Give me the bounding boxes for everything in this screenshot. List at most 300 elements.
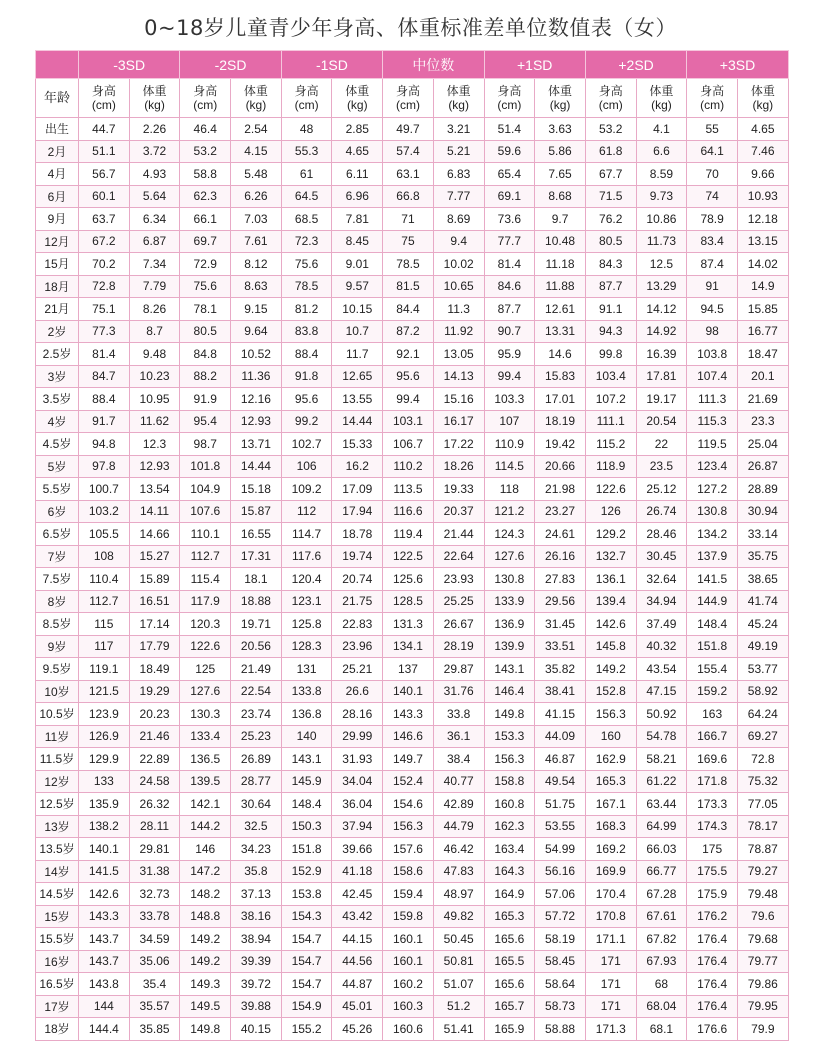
standard-deviation-table xyxy=(35,50,789,1041)
weight-cell: 67.93 xyxy=(636,950,687,973)
weight-cell: 8.69 xyxy=(433,208,484,231)
column-header-label: 身高 xyxy=(294,84,319,98)
weight-cell: 42.89 xyxy=(433,793,484,816)
height-cell: 110.2 xyxy=(383,455,434,478)
height-cell: 103.1 xyxy=(383,410,434,433)
column-header-unit: (cm) xyxy=(294,98,319,112)
height-cell: 95.4 xyxy=(180,410,231,433)
weight-cell: 7.77 xyxy=(433,185,484,208)
height-cell: 66.1 xyxy=(180,208,231,231)
column-header-unit: (kg) xyxy=(448,98,469,112)
age-cell: 15.5岁 xyxy=(36,928,79,951)
height-cell: 88.4 xyxy=(79,388,130,411)
weight-cell: 35.06 xyxy=(129,950,180,973)
height-cell: 117 xyxy=(79,635,130,658)
height-cell: 163 xyxy=(687,703,738,726)
height-cell: 141.5 xyxy=(687,568,738,591)
height-cell: 132.7 xyxy=(585,545,636,568)
weight-cell: 38.65 xyxy=(737,568,788,591)
weight-cell: 46.87 xyxy=(535,748,586,771)
weight-cell: 19.33 xyxy=(433,478,484,501)
weight-cell: 57.06 xyxy=(535,883,586,906)
height-cell: 56.7 xyxy=(79,163,130,186)
age-cell: 4月 xyxy=(36,163,79,186)
weight-cell: 47.83 xyxy=(433,860,484,883)
height-cell: 146 xyxy=(180,838,231,861)
height-cell: 119.4 xyxy=(383,523,434,546)
weight-cell: 8.59 xyxy=(636,163,687,186)
weight-cell: 43.42 xyxy=(332,905,383,928)
weight-cell: 40.77 xyxy=(433,770,484,793)
height-cell: 75.1 xyxy=(79,298,130,321)
weight-cell: 29.99 xyxy=(332,725,383,748)
weight-cell: 45.01 xyxy=(332,995,383,1018)
table-row xyxy=(36,500,789,523)
height-cell: 165.3 xyxy=(484,905,535,928)
height-cell: 81.4 xyxy=(484,253,535,276)
weight-cell: 66.03 xyxy=(636,838,687,861)
weight-cell: 13.54 xyxy=(129,478,180,501)
height-cell: 67.7 xyxy=(585,163,636,186)
height-cell: 53.2 xyxy=(585,118,636,141)
weight-cell: 11.62 xyxy=(129,410,180,433)
age-cell: 18岁 xyxy=(36,1018,79,1041)
height-cell: 122.5 xyxy=(383,545,434,568)
weight-cell: 10.02 xyxy=(433,253,484,276)
weight-cell: 18.47 xyxy=(737,343,788,366)
height-cell: 144 xyxy=(79,995,130,1018)
weight-cell: 17.09 xyxy=(332,478,383,501)
table-row xyxy=(36,950,789,973)
weight-cell: 20.74 xyxy=(332,568,383,591)
weight-cell: 39.66 xyxy=(332,838,383,861)
height-cell: 84.3 xyxy=(585,253,636,276)
weight-cell: 15.33 xyxy=(332,433,383,456)
age-cell: 14岁 xyxy=(36,860,79,883)
height-cell: 78.5 xyxy=(383,253,434,276)
weight-cell: 6.83 xyxy=(433,163,484,186)
height-cell: 160.1 xyxy=(383,928,434,951)
height-cell: 102.7 xyxy=(281,433,332,456)
height-cell: 176.4 xyxy=(687,928,738,951)
weight-cell: 18.88 xyxy=(231,590,282,613)
height-cell: 136.9 xyxy=(484,613,535,636)
weight-cell: 10.15 xyxy=(332,298,383,321)
weight-cell: 19.42 xyxy=(535,433,586,456)
weight-cell: 9.48 xyxy=(129,343,180,366)
weight-cell: 35.57 xyxy=(129,995,180,1018)
weight-cell: 9.66 xyxy=(737,163,788,186)
weight-cell: 5.64 xyxy=(129,185,180,208)
weight-cell: 51.75 xyxy=(535,793,586,816)
weight-cell: 13.71 xyxy=(231,433,282,456)
age-cell: 9.5岁 xyxy=(36,658,79,681)
weight-cell: 9.4 xyxy=(433,230,484,253)
height-cell: 119.1 xyxy=(79,658,130,681)
height-cell: 81.4 xyxy=(79,343,130,366)
weight-cell: 6.6 xyxy=(636,140,687,163)
weight-cell: 20.56 xyxy=(231,635,282,658)
age-cell: 7.5岁 xyxy=(36,568,79,591)
table-row xyxy=(36,770,789,793)
weight-cell: 13.05 xyxy=(433,343,484,366)
weight-cell: 15.16 xyxy=(433,388,484,411)
age-column-header: 年龄 xyxy=(36,79,79,118)
height-cell: 107 xyxy=(484,410,535,433)
height-cell: 92.1 xyxy=(383,343,434,366)
height-cell: 133.9 xyxy=(484,590,535,613)
height-cell: 138.2 xyxy=(79,815,130,838)
weight-cell: 50.45 xyxy=(433,928,484,951)
height-cell: 121.5 xyxy=(79,680,130,703)
height-cell: 140 xyxy=(281,725,332,748)
sd-group-header: -1SD xyxy=(281,51,382,79)
weight-cell: 11.73 xyxy=(636,230,687,253)
table-row xyxy=(36,883,789,906)
weight-cell: 17.81 xyxy=(636,365,687,388)
height-cell: 103.8 xyxy=(687,343,738,366)
height-cell: 115.2 xyxy=(585,433,636,456)
weight-cell: 54.99 xyxy=(535,838,586,861)
weight-column-header xyxy=(535,79,586,118)
weight-cell: 51.41 xyxy=(433,1018,484,1041)
sd-group-header: 中位数 xyxy=(383,51,484,79)
height-cell: 118 xyxy=(484,478,535,501)
height-cell: 142.1 xyxy=(180,793,231,816)
column-header-label: 身高 xyxy=(497,84,522,98)
weight-cell: 41.15 xyxy=(535,703,586,726)
height-cell: 72.8 xyxy=(79,275,130,298)
table-body xyxy=(36,118,789,1041)
weight-cell: 28.19 xyxy=(433,635,484,658)
weight-cell: 21.46 xyxy=(129,725,180,748)
height-cell: 128.3 xyxy=(281,635,332,658)
height-cell: 171 xyxy=(585,950,636,973)
weight-cell: 21.44 xyxy=(433,523,484,546)
age-cell: 3岁 xyxy=(36,365,79,388)
weight-cell: 17.22 xyxy=(433,433,484,456)
weight-cell: 9.7 xyxy=(535,208,586,231)
height-cell: 116.6 xyxy=(383,500,434,523)
weight-cell: 28.77 xyxy=(231,770,282,793)
height-cell: 76.2 xyxy=(585,208,636,231)
height-cell: 137.9 xyxy=(687,545,738,568)
table-row xyxy=(36,320,789,343)
height-cell: 143.7 xyxy=(79,950,130,973)
height-cell: 44.7 xyxy=(79,118,130,141)
height-cell: 148.2 xyxy=(180,883,231,906)
weight-column-header xyxy=(737,79,788,118)
height-cell: 94.3 xyxy=(585,320,636,343)
height-cell: 145.8 xyxy=(585,635,636,658)
weight-cell: 61.22 xyxy=(636,770,687,793)
height-cell: 115.3 xyxy=(687,410,738,433)
column-header-unit: (kg) xyxy=(752,98,774,112)
weight-cell: 67.82 xyxy=(636,928,687,951)
height-cell: 130.8 xyxy=(687,500,738,523)
height-cell: 146.4 xyxy=(484,680,535,703)
height-cell: 100.7 xyxy=(79,478,130,501)
height-cell: 149.2 xyxy=(180,950,231,973)
age-cell: 12岁 xyxy=(36,770,79,793)
height-cell: 148.4 xyxy=(687,613,738,636)
weight-cell: 44.09 xyxy=(535,725,586,748)
column-header-unit: (kg) xyxy=(651,98,672,112)
height-cell: 158.6 xyxy=(383,860,434,883)
weight-cell: 31.93 xyxy=(332,748,383,771)
weight-cell: 68 xyxy=(636,973,687,996)
weight-cell: 7.03 xyxy=(231,208,282,231)
height-cell: 148.4 xyxy=(281,793,332,816)
height-cell: 169.6 xyxy=(687,748,738,771)
weight-cell: 10.52 xyxy=(231,343,282,366)
height-cell: 133.4 xyxy=(180,725,231,748)
column-header-label: 体重 xyxy=(142,84,167,98)
weight-cell: 13.15 xyxy=(737,230,788,253)
age-cell: 2月 xyxy=(36,140,79,163)
table-row xyxy=(36,118,789,141)
height-cell: 171 xyxy=(585,995,636,1018)
weight-cell: 35.4 xyxy=(129,973,180,996)
weight-cell: 23.27 xyxy=(535,500,586,523)
height-cell: 94.5 xyxy=(687,298,738,321)
height-cell: 144.9 xyxy=(687,590,738,613)
weight-cell: 26.16 xyxy=(535,545,586,568)
table-row xyxy=(36,860,789,883)
weight-cell: 46.42 xyxy=(433,838,484,861)
weight-cell: 21.75 xyxy=(332,590,383,613)
height-cell: 176.4 xyxy=(687,973,738,996)
weight-cell: 6.96 xyxy=(332,185,383,208)
weight-cell: 4.65 xyxy=(332,140,383,163)
height-cell: 77.7 xyxy=(484,230,535,253)
height-cell: 139.4 xyxy=(585,590,636,613)
height-cell: 173.3 xyxy=(687,793,738,816)
height-cell: 108 xyxy=(79,545,130,568)
weight-cell: 79.9 xyxy=(737,1018,788,1041)
sd-group-header: +3SD xyxy=(687,51,788,79)
height-cell: 159.8 xyxy=(383,905,434,928)
weight-cell: 29.81 xyxy=(129,838,180,861)
weight-cell: 35.75 xyxy=(737,545,788,568)
weight-cell: 26.87 xyxy=(737,455,788,478)
height-cell: 103.4 xyxy=(585,365,636,388)
height-cell: 156.3 xyxy=(383,815,434,838)
height-cell: 91.9 xyxy=(180,388,231,411)
height-cell: 124.3 xyxy=(484,523,535,546)
height-cell: 120.4 xyxy=(281,568,332,591)
height-cell: 162.3 xyxy=(484,815,535,838)
weight-cell: 36.1 xyxy=(433,725,484,748)
weight-cell: 22.89 xyxy=(129,748,180,771)
height-cell: 139.9 xyxy=(484,635,535,658)
height-cell: 142.6 xyxy=(585,613,636,636)
age-cell: 18月 xyxy=(36,275,79,298)
height-cell: 129.2 xyxy=(585,523,636,546)
weight-cell: 14.44 xyxy=(332,410,383,433)
weight-cell: 17.01 xyxy=(535,388,586,411)
height-cell: 160.2 xyxy=(383,973,434,996)
height-cell: 95.6 xyxy=(281,388,332,411)
height-cell: 91.8 xyxy=(281,365,332,388)
weight-cell: 23.96 xyxy=(332,635,383,658)
weight-cell: 10.93 xyxy=(737,185,788,208)
height-cell: 140.1 xyxy=(383,680,434,703)
table-row xyxy=(36,613,789,636)
table-row xyxy=(36,928,789,951)
height-cell: 129.9 xyxy=(79,748,130,771)
height-cell: 127.2 xyxy=(687,478,738,501)
weight-cell: 35.82 xyxy=(535,658,586,681)
weight-cell: 12.18 xyxy=(737,208,788,231)
sd-group-header: +1SD xyxy=(484,51,585,79)
weight-cell: 19.29 xyxy=(129,680,180,703)
height-cell: 145.9 xyxy=(281,770,332,793)
weight-cell: 26.67 xyxy=(433,613,484,636)
age-cell: 13岁 xyxy=(36,815,79,838)
weight-cell: 10.7 xyxy=(332,320,383,343)
weight-cell: 32.64 xyxy=(636,568,687,591)
weight-cell: 33.14 xyxy=(737,523,788,546)
age-cell: 5.5岁 xyxy=(36,478,79,501)
height-cell: 171.8 xyxy=(687,770,738,793)
height-cell: 143.8 xyxy=(79,973,130,996)
height-cell: 95.9 xyxy=(484,343,535,366)
weight-cell: 15.87 xyxy=(231,500,282,523)
weight-cell: 16.77 xyxy=(737,320,788,343)
weight-cell: 15.89 xyxy=(129,568,180,591)
height-cell: 67.2 xyxy=(79,230,130,253)
table-row xyxy=(36,253,789,276)
height-cell: 143.3 xyxy=(79,905,130,928)
page-title: 0~18岁儿童青少年身高、体重标准差单位数值表（女） xyxy=(144,16,677,40)
table-row xyxy=(36,365,789,388)
weight-cell: 78.87 xyxy=(737,838,788,861)
height-cell: 165.5 xyxy=(484,950,535,973)
height-cell: 73.6 xyxy=(484,208,535,231)
height-cell: 55 xyxy=(687,118,738,141)
table-row xyxy=(36,905,789,928)
weight-cell: 67.61 xyxy=(636,905,687,928)
weight-cell: 18.78 xyxy=(332,523,383,546)
sd-group-header: +2SD xyxy=(585,51,686,79)
weight-cell: 23.5 xyxy=(636,455,687,478)
height-cell: 149.2 xyxy=(180,928,231,951)
weight-cell: 22.83 xyxy=(332,613,383,636)
height-cell: 154.3 xyxy=(281,905,332,928)
height-cell: 90.7 xyxy=(484,320,535,343)
weight-cell: 34.23 xyxy=(231,838,282,861)
age-cell: 16岁 xyxy=(36,950,79,973)
height-cell: 149.7 xyxy=(383,748,434,771)
age-cell: 10岁 xyxy=(36,680,79,703)
height-cell: 115 xyxy=(79,613,130,636)
weight-cell: 37.49 xyxy=(636,613,687,636)
height-cell: 165.7 xyxy=(484,995,535,1018)
weight-cell: 19.17 xyxy=(636,388,687,411)
weight-cell: 29.56 xyxy=(535,590,586,613)
height-cell: 111.1 xyxy=(585,410,636,433)
weight-cell: 58.19 xyxy=(535,928,586,951)
weight-cell: 72.8 xyxy=(737,748,788,771)
column-header-unit: (cm) xyxy=(193,98,218,112)
weight-cell: 14.11 xyxy=(129,500,180,523)
height-cell: 176.2 xyxy=(687,905,738,928)
weight-cell: 27.83 xyxy=(535,568,586,591)
sd-group-header: -2SD xyxy=(180,51,281,79)
weight-cell: 26.32 xyxy=(129,793,180,816)
age-cell: 4岁 xyxy=(36,410,79,433)
weight-cell: 24.58 xyxy=(129,770,180,793)
weight-cell: 14.13 xyxy=(433,365,484,388)
height-cell: 110.1 xyxy=(180,523,231,546)
height-cell: 57.4 xyxy=(383,140,434,163)
height-cell: 143.3 xyxy=(383,703,434,726)
height-cell: 165.6 xyxy=(484,973,535,996)
weight-cell: 18.49 xyxy=(129,658,180,681)
table-row xyxy=(36,995,789,1018)
height-cell: 130.8 xyxy=(484,568,535,591)
height-cell: 153.8 xyxy=(281,883,332,906)
weight-cell: 23.74 xyxy=(231,703,282,726)
height-cell: 134.2 xyxy=(687,523,738,546)
height-cell: 150.3 xyxy=(281,815,332,838)
weight-cell: 16.51 xyxy=(129,590,180,613)
age-cell: 10.5岁 xyxy=(36,703,79,726)
weight-cell: 79.27 xyxy=(737,860,788,883)
age-cell: 9岁 xyxy=(36,635,79,658)
weight-column-header xyxy=(129,79,180,118)
weight-cell: 14.6 xyxy=(535,343,586,366)
height-cell: 176.6 xyxy=(687,1018,738,1041)
height-cell: 87.7 xyxy=(585,275,636,298)
height-cell: 154.7 xyxy=(281,950,332,973)
height-cell: 109.2 xyxy=(281,478,332,501)
weight-cell: 20.23 xyxy=(129,703,180,726)
height-cell: 140.1 xyxy=(79,838,130,861)
weight-cell: 39.72 xyxy=(231,973,282,996)
height-cell: 141.5 xyxy=(79,860,130,883)
weight-cell: 9.73 xyxy=(636,185,687,208)
height-cell: 110.4 xyxy=(79,568,130,591)
height-cell: 155.4 xyxy=(687,658,738,681)
height-cell: 117.6 xyxy=(281,545,332,568)
weight-cell: 17.79 xyxy=(129,635,180,658)
column-header-unit: (cm) xyxy=(395,98,420,112)
weight-cell: 10.86 xyxy=(636,208,687,231)
height-cell: 75.6 xyxy=(180,275,231,298)
age-cell: 15月 xyxy=(36,253,79,276)
weight-cell: 41.18 xyxy=(332,860,383,883)
height-cell: 130.3 xyxy=(180,703,231,726)
weight-cell: 9.15 xyxy=(231,298,282,321)
table-row xyxy=(36,275,789,298)
weight-cell: 2.26 xyxy=(129,118,180,141)
weight-column-header xyxy=(231,79,282,118)
weight-cell: 7.46 xyxy=(737,140,788,163)
table-row xyxy=(36,815,789,838)
weight-cell: 20.37 xyxy=(433,500,484,523)
age-cell: 2.5岁 xyxy=(36,343,79,366)
height-cell: 152.8 xyxy=(585,680,636,703)
weight-cell: 36.04 xyxy=(332,793,383,816)
weight-cell: 8.45 xyxy=(332,230,383,253)
height-cell: 81.2 xyxy=(281,298,332,321)
column-header-unit: (cm) xyxy=(598,98,623,112)
weight-cell: 40.15 xyxy=(231,1018,282,1041)
weight-cell: 11.3 xyxy=(433,298,484,321)
height-cell: 84.7 xyxy=(79,365,130,388)
